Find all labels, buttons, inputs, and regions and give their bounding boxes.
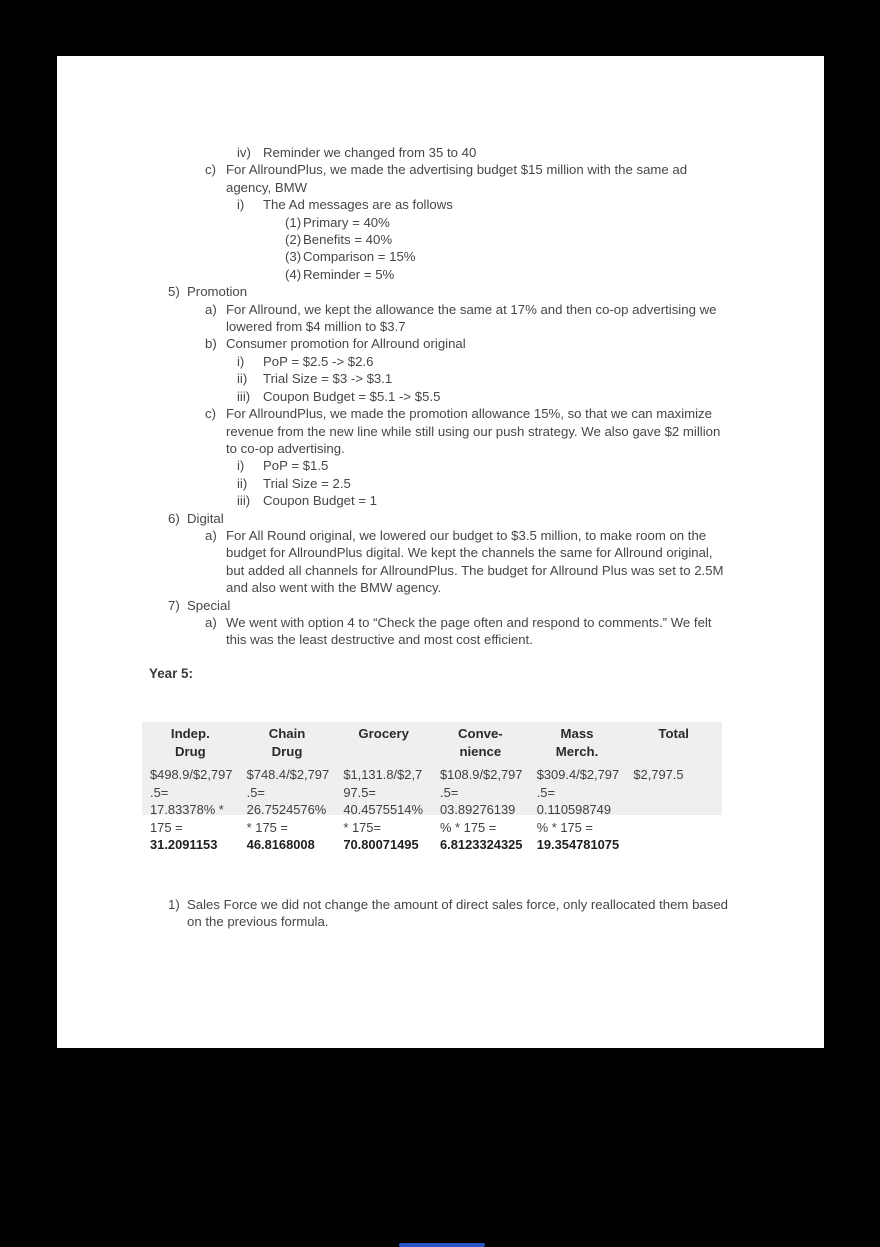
- column-header-line: Conve-: [458, 726, 503, 742]
- list-item: [57, 335, 824, 352]
- table-column: [529, 722, 626, 854]
- column-header-line: Merch.: [555, 743, 599, 759]
- cell-line: 03.89276139: [440, 802, 516, 818]
- list-marker: ii): [237, 371, 248, 387]
- list-text: Digital: [187, 510, 224, 526]
- list-marker: iv): [237, 145, 251, 160]
- bottom-progress-bar: [399, 1243, 485, 1247]
- list-text: Reminder = 5%: [303, 266, 395, 282]
- cell-line: % * 175 =: [440, 819, 497, 835]
- column-header-line: Grocery: [358, 726, 409, 742]
- cell-line: 26.7524576%: [246, 802, 327, 818]
- column-header: [529, 722, 626, 766]
- cell-total: 70.80071495: [343, 837, 419, 853]
- list-text: Consumer promotion for Allround original: [226, 336, 466, 352]
- list-marker: 5): [168, 284, 180, 300]
- list-marker: 7): [168, 597, 180, 613]
- list-text: Reminder we changed from 35 to 40: [263, 145, 477, 160]
- list-marker: (2): [285, 232, 302, 248]
- list-marker: (4): [285, 266, 302, 282]
- cell-line: $1,131.8/$2,7: [343, 767, 423, 783]
- list-text: For Allround, we kept the allowance the same at 17% and then co-op advertising we lowered from $4 million to $3.7: [226, 301, 717, 335]
- column-header-line: Drug: [271, 743, 303, 759]
- cell-line: 17.83378% *: [150, 802, 224, 818]
- cell-line: 0.110598749: [536, 802, 612, 818]
- list-item: [57, 388, 824, 405]
- column-header: [239, 722, 336, 766]
- list-text: We went with option 4 to “Check the page often and respond to comments.” We felt this was the least destructive and most cost efficient.: [226, 614, 712, 648]
- cell-line: 175 =: [150, 819, 183, 835]
- list-item: [57, 283, 824, 300]
- table-column: [335, 722, 432, 854]
- document-page: [57, 56, 824, 1048]
- list-marker: i): [237, 353, 245, 369]
- list-text: For AllroundPlus, we made the advertising budget $15 million with the same ad agency, BMW: [226, 162, 688, 195]
- column-header: [142, 722, 239, 766]
- list-marker: a): [205, 527, 217, 543]
- list-text: Sales Force we did not change the amount of direct sales force, only reallocated them based on the previous formula.: [187, 896, 728, 930]
- cell-line: $498.9/$2,797: [150, 767, 233, 783]
- cell-line: 40.4575514%: [343, 802, 423, 818]
- table-column: [239, 722, 336, 854]
- cell-line: $2,797.5: [633, 767, 684, 783]
- cell-line: $748.4/$2,797: [246, 767, 330, 783]
- document-content: [57, 56, 824, 1048]
- list-item: [57, 597, 824, 614]
- list-item: [57, 144, 824, 161]
- list-text: Trial Size = $3 -> $3.1: [263, 371, 393, 387]
- list-marker: iii): [237, 493, 251, 509]
- cell-line: % * 175 =: [536, 819, 593, 835]
- cell-line: .5=: [150, 784, 169, 800]
- year5-heading: Year 5:: [149, 665, 193, 681]
- list-item: [57, 301, 824, 336]
- table-column: [142, 722, 239, 854]
- list-marker: (1): [285, 214, 302, 230]
- cell-total: 19.354781075: [536, 837, 620, 853]
- list-marker: 1): [168, 896, 180, 912]
- list-marker: ii): [237, 475, 248, 491]
- year5-table: [142, 722, 722, 854]
- list-text: Promotion: [187, 284, 248, 300]
- column-header: [432, 722, 529, 766]
- list-marker: a): [205, 301, 217, 317]
- list-text: Trial Size = 2.5: [263, 475, 351, 491]
- list-text: Comparison = 15%: [303, 249, 416, 265]
- list-text: Special: [187, 597, 231, 613]
- list-item: [57, 457, 824, 474]
- footnotes: [57, 896, 824, 931]
- column-header-line: Mass: [560, 726, 594, 742]
- list-item: [57, 248, 824, 265]
- list-text: Coupon Budget = $5.1 -> $5.5: [263, 388, 441, 404]
- list-marker: iii): [237, 388, 251, 404]
- column-header: [335, 722, 432, 766]
- list-marker: a): [205, 614, 217, 630]
- list-text: PoP = $2.5 -> $2.6: [263, 353, 374, 369]
- table-column: [625, 722, 722, 854]
- list-item: [57, 475, 824, 492]
- outline: [57, 144, 824, 649]
- column-header-line: Indep.: [170, 726, 210, 742]
- list-item: [57, 614, 824, 649]
- cell-line: .5=: [440, 784, 459, 800]
- cell-line: .5=: [536, 784, 555, 800]
- list-item: [57, 266, 824, 283]
- cell-total: 6.8123324325: [440, 837, 523, 853]
- list-item: [57, 231, 824, 248]
- list-text: For AllroundPlus, we made the promotion allowance 15%, so that we can maximize revenue from the new line while still using our push strategy. We also gave $2 million to co-op advertising.: [226, 406, 721, 456]
- column-header-line: Chain: [268, 726, 306, 742]
- list-marker: c): [205, 406, 216, 422]
- list-marker: i): [237, 458, 245, 474]
- cell-line: $108.9/$2,797: [440, 767, 523, 783]
- list-marker: (3): [285, 249, 302, 265]
- list-marker: i): [237, 197, 245, 213]
- list-item: [57, 353, 824, 370]
- cell-line: 97.5=: [343, 784, 376, 800]
- list-text: PoP = $1.5: [263, 458, 329, 474]
- list-item: [57, 405, 824, 457]
- list-item: [57, 492, 824, 509]
- list-item: [57, 214, 824, 231]
- list-item: [57, 896, 824, 931]
- list-item: [57, 196, 824, 213]
- table-column: [432, 722, 529, 854]
- list-item: [57, 527, 824, 597]
- column-header-line: Drug: [174, 743, 206, 759]
- list-text: The Ad messages are as follows: [263, 197, 453, 213]
- cell-line: * 175 =: [246, 819, 288, 835]
- list-text: For All Round original, we lowered our budget to $3.5 million, to make room on the budget for AllroundPlus digital. We kept the channels the same for Allround original, but added all channels for AllroundPlus. The budget for Allround Plus was set to 2.5M and also went with the BMW agency.: [226, 527, 724, 596]
- cell-line: .5=: [246, 784, 265, 800]
- list-item: [57, 161, 824, 196]
- cell-total: 31.2091153: [150, 837, 218, 853]
- list-marker: c): [205, 162, 216, 178]
- list-marker: b): [205, 336, 217, 352]
- cell-line: $309.4/$2,797: [536, 767, 620, 783]
- list-marker: 6): [168, 510, 180, 526]
- column-header-line: Total: [658, 726, 689, 742]
- list-text: Benefits = 40%: [303, 232, 393, 248]
- list-text: Coupon Budget = 1: [263, 493, 378, 509]
- cell-line: * 175=: [343, 819, 381, 835]
- column-header: [625, 722, 722, 766]
- list-item: [57, 370, 824, 387]
- cell-total: 46.8168008: [246, 837, 315, 853]
- list-item: [57, 510, 824, 527]
- column-header-line: nience: [459, 743, 502, 759]
- list-text: Primary = 40%: [303, 214, 390, 230]
